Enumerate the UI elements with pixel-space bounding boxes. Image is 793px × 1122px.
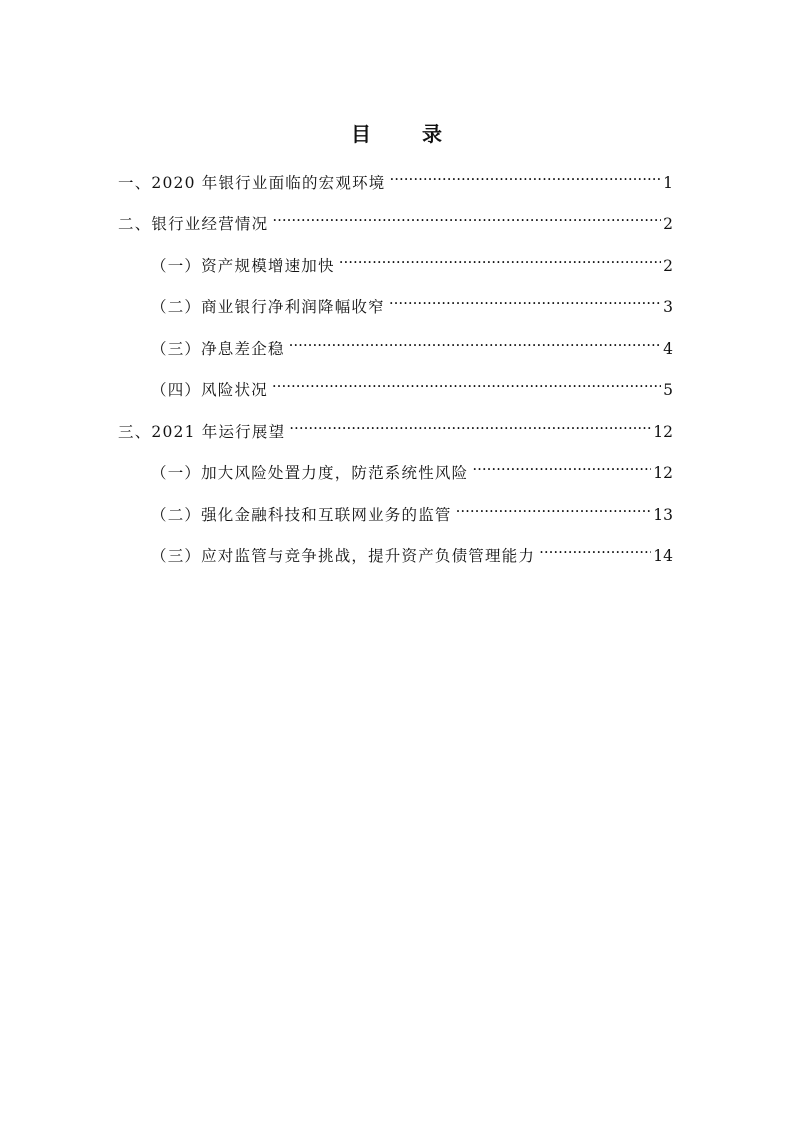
toc-page-number: 13: [653, 506, 673, 524]
toc-entry-label: （三）净息差企稳: [151, 340, 285, 358]
toc-page-number: 2: [663, 215, 673, 233]
toc-page-number: 4: [663, 340, 673, 358]
toc-entry-label: （一）资产规模增速加快: [151, 257, 335, 275]
toc-page-number: 12: [653, 423, 673, 441]
toc-entry[interactable]: [151, 245, 673, 275]
toc-entry[interactable]: [118, 203, 673, 233]
toc-entry-label: （四）风险状况: [151, 381, 268, 399]
toc-page-number: 5: [663, 381, 673, 399]
toc-dot-leader: [272, 369, 661, 395]
toc-page-number: 14: [653, 547, 673, 565]
toc-entry[interactable]: [151, 328, 673, 358]
toc-dot-leader: [339, 245, 661, 271]
toc-entry-label: （一）加大风险处置力度，防范系统性风险: [151, 464, 469, 482]
toc-dot-leader: [272, 203, 661, 229]
toc-entry[interactable]: [118, 411, 673, 441]
toc-entry[interactable]: [118, 162, 673, 192]
toc-entry-label: 二、银行业经营情况: [118, 215, 269, 233]
toc-dot-leader: [289, 328, 662, 354]
toc-entry[interactable]: [151, 494, 673, 524]
toc-entry[interactable]: [151, 286, 673, 316]
toc-page-number: 3: [663, 298, 673, 316]
toc-entry[interactable]: [151, 369, 673, 399]
toc-entry-label: 一、2020 年银行业面临的宏观环境: [118, 174, 386, 192]
toc-dot-leader: [289, 411, 651, 437]
toc-entry[interactable]: [151, 535, 673, 565]
toc-entry-label: （二）强化金融科技和互联网业务的监管: [151, 506, 452, 524]
toc-dot-leader: [389, 286, 661, 312]
toc-page-number: 1: [663, 174, 673, 192]
toc-dot-leader: [456, 494, 652, 520]
toc-page-number: 12: [653, 464, 673, 482]
toc-entry-label: （二）商业银行净利润降幅收窄: [151, 298, 385, 316]
toc-entry-label: 三、2021 年运行展望: [118, 423, 286, 441]
toc-page-number: 2: [663, 257, 673, 275]
toc-title: 目 录: [351, 122, 464, 146]
toc-entry[interactable]: [151, 452, 673, 482]
toc-entry-label: （三）应对监管与竞争挑战，提升资产负债管理能力: [151, 547, 536, 565]
toc-dot-leader: [539, 535, 651, 561]
toc-dot-leader: [389, 162, 661, 188]
toc-dot-leader: [472, 452, 651, 478]
